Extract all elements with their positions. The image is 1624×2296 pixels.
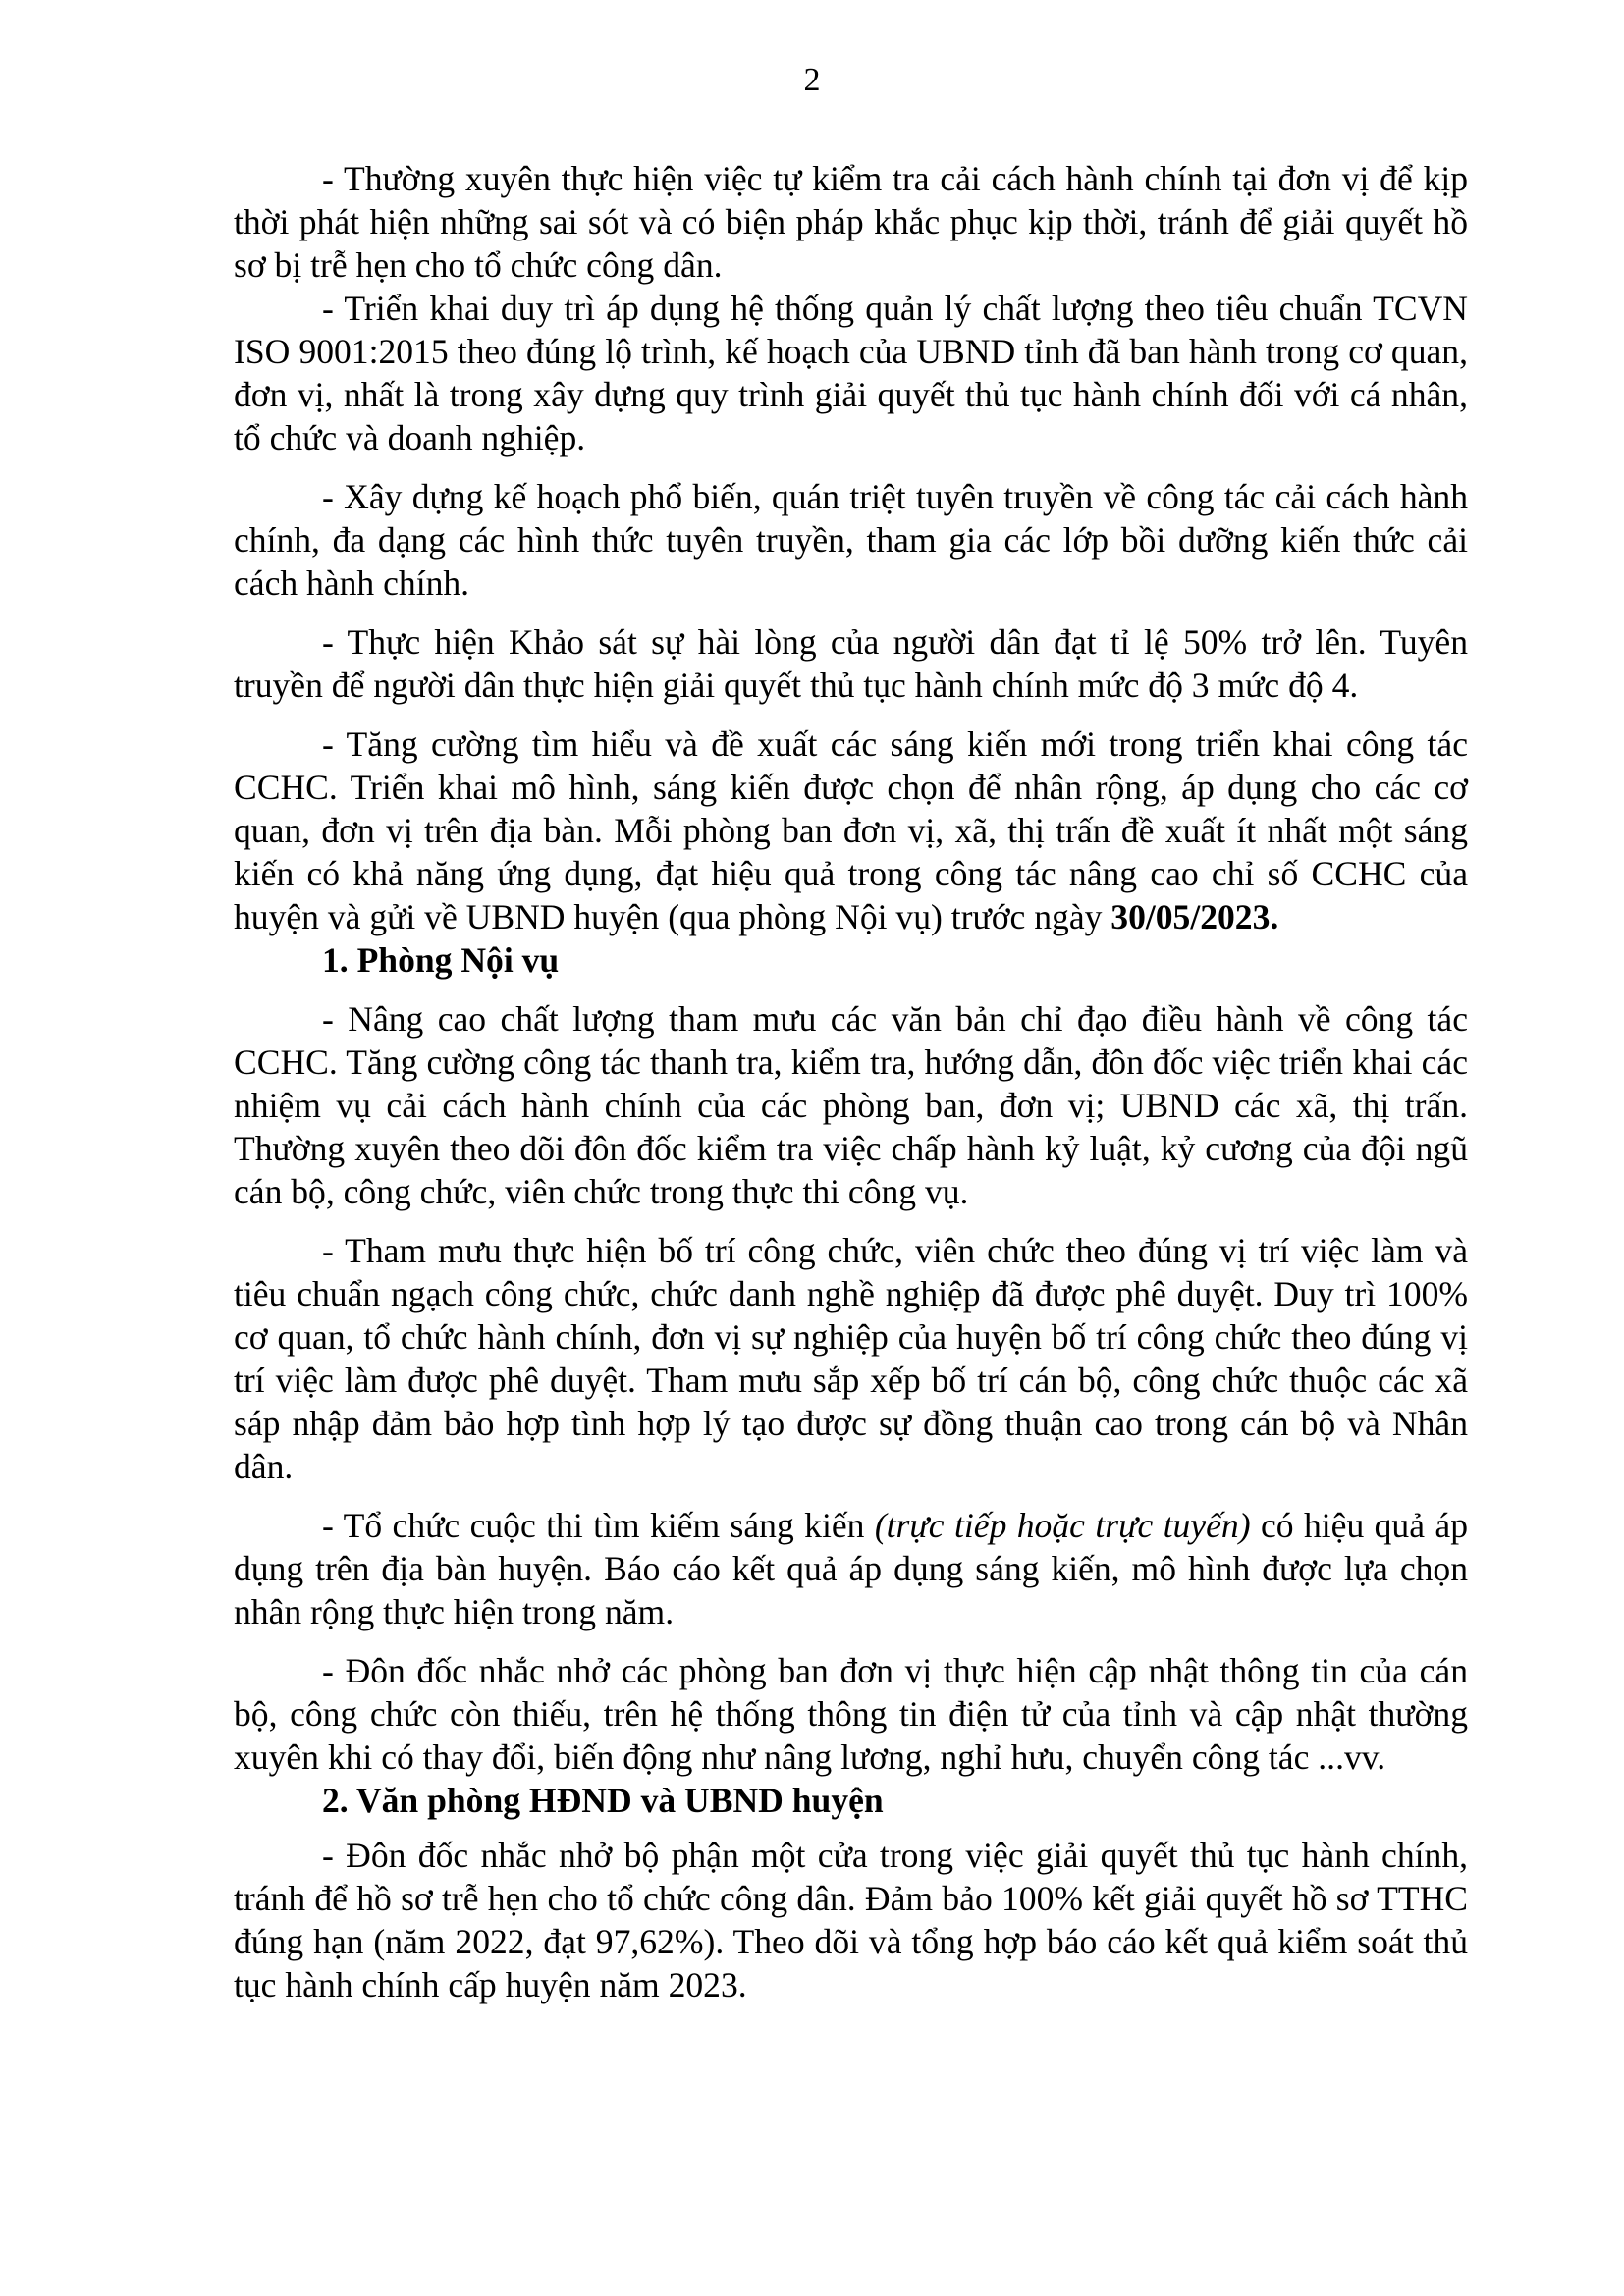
contest-text-b: có hiệu quả áp dụng trên địa bàn huyện. Báo cáo kết quả áp dụng sáng kiến, mô hình được lựa chọn nhân rộng thực hiện trong năm. <box>234 1506 1468 1631</box>
contest-text-a: - Tổ chức cuộc thi tìm kiếm sáng kiến <box>322 1506 875 1545</box>
document-body <box>234 157 1468 2006</box>
initiatives-text: - Tăng cường tìm hiểu và đề xuất các sáng kiến mới trong triển khai công tác CCHC. Triển khai mô hình, sáng kiến được chọn để nhân rộng, áp dụng cho các cơ quan, đơn vị trên địa bàn. Mỗi phòng ban đơn vị, xã, thị trấn đề xuất ít nhất một sáng kiến có khả năng ứng dụng, đạt hiệu quả trong công tác nâng cao chỉ số CCHC của huyện và gửi về UBND huyện (qua phòng Nội vụ) trước ngày <box>234 724 1468 936</box>
contest-text-italic: (trực tiếp hoặc trực tuyến) <box>874 1506 1251 1545</box>
page-number: 2 <box>803 62 821 98</box>
paragraph-iso-quality: - Triển khai duy trì áp dụng hệ thống quản lý chất lượng theo tiêu chuẩn TCVN ISO 9001:2015 theo đúng lộ trình, kế hoạch của UBND tỉnh đã ban hành trong cơ quan, đơn vị, nhất là trong xây dựng quy trình giải quyết thủ tục hành chính đối với cá nhân, tổ chức và doanh nghiệp. <box>234 289 1468 457</box>
paragraph-self-inspection: - Thường xuyên thực hiện việc tự kiểm tra cải cách hành chính tại đơn vị để kịp thời phát hiện những sai sót và có biện pháp khắc phục kịp thời, tránh để giải quyết hồ sơ bị trễ hẹn cho tổ chức công dân. <box>234 159 1468 285</box>
paragraph-staff-arrangement: - Tham mưu thực hiện bố trí công chức, viên chức theo đúng vị trí việc làm và tiêu chuẩn ngạch công chức, chức danh nghề nghiệp đã được phê duyệt. Duy trì 100% cơ quan, tổ chức hành chính, đơn vị sự nghiệp của huyện bố trí công chức theo đúng vị trí việc làm được phê duyệt. Tham mưu sắp xếp bố trí cán bộ, công chức thuộc các xã sáp nhập đảm bảo hợp tình hợp lý tạo được sự đồng thuận cao trong cán bộ và Nhân dân. <box>234 1231 1468 1486</box>
paragraph-initiative-contest <box>234 1504 1468 1633</box>
paragraph-initiatives <box>234 722 1468 938</box>
paragraph-propaganda-plan: - Xây dựng kế hoạch phổ biến, quán triệt tuyên truyền về công tác cải cách hành chính, đa dạng các hình thức tuyên truyền, tham gia các lớp bồi dưỡng kiến thức cải cách hành chính. <box>234 477 1468 603</box>
paragraph-advisory-quality: - Nâng cao chất lượng tham mưu các văn bản chỉ đạo điều hành về công tác CCHC. Tăng cường công tác thanh tra, kiểm tra, hướng dẫn, đôn đốc việc triển khai các nhiệm vụ cải cách hành chính của các phòng ban, đơn vị; UBND các xã, thị trấn. Thường xuyên theo dõi đôn đốc kiểm tra việc chấp hành kỷ luật, kỷ cương của đội ngũ cán bộ, công chức, viên chức trong thực thi công vụ. <box>234 999 1468 1211</box>
paragraph-one-stop-shop: - Đôn đốc nhắc nhở bộ phận một cửa trong việc giải quyết thủ tục hành chính, tránh để hồ sơ trễ hẹn cho tổ chức công dân. Đảm bảo 100% kết giải quyết hồ sơ TTHC đúng hạn (năm 2022, đạt 97,62%). Theo dõi và tổng hợp báo cáo kết quả kiểm soát thủ tục hành chính cấp huyện năm 2023. <box>234 1836 1468 2004</box>
section-heading-office: 2. Văn phòng HĐND và UBND huyện <box>322 1781 884 1820</box>
section-heading-internal-affairs: 1. Phòng Nội vụ <box>322 940 560 980</box>
paragraph-info-update: - Đôn đốc nhắc nhở các phòng ban đơn vị thực hiện cập nhật thông tin của cán bộ, công chức còn thiếu, trên hệ thống thông tin điện tử của tỉnh và cập nhật thường xuyên khi có thay đổi, biến động như nâng lương, nghỉ hưu, chuyển công tác ...vv. <box>234 1651 1468 1777</box>
paragraph-satisfaction-survey: - Thực hiện Khảo sát sự hài lòng của người dân đạt tỉ lệ 50% trở lên. Tuyên truyền để người dân thực hiện giải quyết thủ tục hành chính mức độ 3 mức độ 4. <box>234 622 1468 705</box>
initiatives-deadline: 30/05/2023. <box>1110 897 1279 936</box>
